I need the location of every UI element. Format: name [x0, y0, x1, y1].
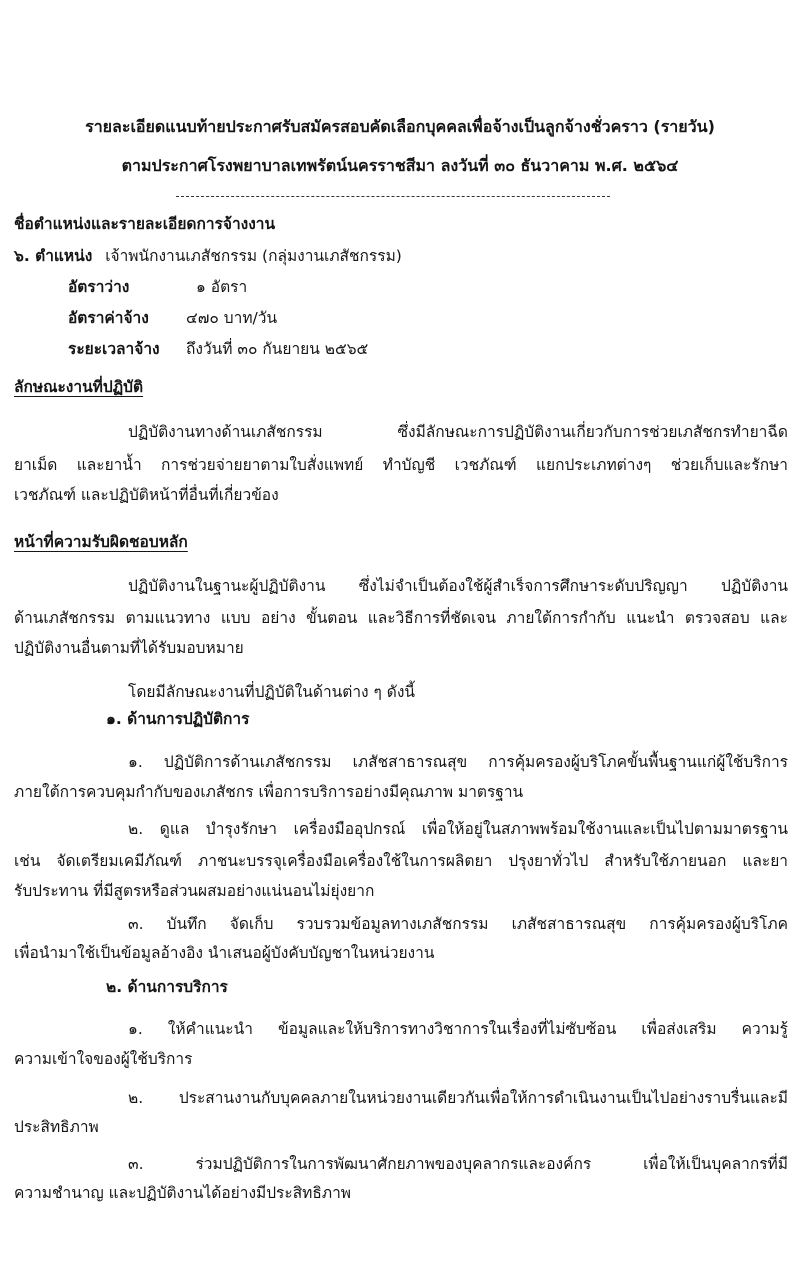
- wage-value: ๔๗๐ บาท/วัน: [186, 309, 278, 327]
- operations-item2-line: เช่น จัดเตรียมเคมีภัณฑ์ ภาชนะบรรจุเครื่องมือเครื่องใช้ในการผลิตยา ปรุงยาทั่วไป สำหรับใช้ภายนอก และยา: [14, 852, 788, 870]
- operations-heading: ๑. ด้านการปฏิบัติการ: [106, 710, 250, 728]
- position-section-heading: ชื่อตำแหน่งและรายละเอียดการจ้างงาน: [14, 215, 276, 233]
- vacancy-value: ๑ อัตรา: [196, 278, 248, 296]
- vacancy-label: อัตราว่าง: [68, 278, 130, 296]
- operations-item1-line: ๑. ปฏิบัติการด้านเภสัชกรรม เภสัชสาธารณสุข การคุ้มครองผู้บริโภคขั้นพื้นฐานแก่ผู้ใช้บริการ: [128, 753, 788, 771]
- services-item3-line: ความชำนาญ และปฏิบัติงานได้อย่างมีประสิทธิภาพ: [14, 1184, 351, 1202]
- responsibilities-heading: หน้าที่ความรับผิดชอบหลัก: [14, 533, 188, 551]
- services-item2-line: ๒. ประสานงานกับบุคคลภายในหน่วยงานเดียวกันเพื่อให้การดำเนินงานเป็นไปอย่างราบรื่นและมี: [128, 1089, 788, 1107]
- operations-item3-line: ๓. บันทึก จัดเก็บ รวบรวมข้อมูลทางเภสัชกรรม เภสัชสาธารณสุข การคุ้มครองผู้บริโภค: [128, 915, 788, 933]
- job-nature-line: ปฏิบัติงานทางด้านเภสัชกรรม ซึ่งมีลักษณะการปฏิบัติงานเกี่ยวกับการช่วยเภสัชกรทำยาฉีด: [128, 423, 788, 441]
- wage-label: อัตราค่าจ้าง: [68, 309, 149, 327]
- operations-item2-line: รับประทาน ที่มีสูตรหรือส่วนผสมอย่างแน่นอนไม่ยุ่งยาก: [14, 882, 375, 900]
- services-item2-line: ประสิทธิภาพ: [14, 1118, 99, 1136]
- responsibilities-line: ด้านเภสัชกรรม ตามแนวทาง แบบ อย่าง ขั้นตอน และวิธีการที่ชัดเจน ภายใต้การกำกับ แนะนำ ตรวจสอบ และ: [14, 609, 788, 627]
- job-nature-heading: ลักษณะงานที่ปฏิบัติ: [14, 378, 144, 396]
- responsibilities-line: ปฏิบัติงานอื่นตามที่ได้รับมอบหมาย: [14, 639, 244, 657]
- position-value: เจ้าพนักงานเภสัชกรรม (กลุ่มงานเภสัชกรรม): [105, 247, 402, 265]
- services-item1-line: ๑. ให้คำแนะนำ ข้อมูลและให้บริการทางวิชาการในเรื่องที่ไม่ซับซ้อน เพื่อส่งเสริม ความรู้: [128, 1020, 788, 1038]
- responsibilities-intro: โดยมีลักษณะงานที่ปฏิบัติในด้านต่าง ๆ ดังนี้: [128, 683, 416, 701]
- responsibilities-line: ปฏิบัติงานในฐานะผู้ปฏิบัติงาน ซึ่งไม่จำเป็นต้องใช้ผู้สำเร็จการศึกษาระดับปริญญา ปฏิบัติงาน: [128, 577, 788, 595]
- position-label: ๖. ตำแหน่ง: [14, 247, 93, 265]
- document-title-line1: รายละเอียดแนบท้ายประกาศรับสมัครสอบคัดเลือกบุคคลเพื่อจ้างเป็นลูกจ้างชั่วคราว (รายวัน): [85, 117, 715, 136]
- services-item3-line: ๓. ร่วมปฏิบัติการในการพัฒนาศักยภาพของบุคลากรและองค์กร เพื่อให้เป็นบุคลากรที่มี: [128, 1155, 788, 1173]
- services-item1-line: ความเข้าใจของผู้ใช้บริการ: [14, 1050, 193, 1068]
- job-nature-line: เวชภัณฑ์ และปฏิบัติหน้าที่อื่นที่เกี่ยวข้อง: [14, 486, 279, 504]
- operations-item1-line: ภายใต้การควบคุมกำกับของเภสัชกร เพื่อการบริการอย่างมีคุณภาพ มาตรฐาน: [14, 783, 524, 801]
- duration-value: ถึงวันที่ ๓๐ กันยายน ๒๕๖๕: [186, 340, 369, 358]
- services-heading: ๒. ด้านการบริการ: [106, 978, 228, 996]
- position-row: [14, 245, 402, 267]
- duration-label: ระยะเวลาจ้าง: [68, 340, 160, 358]
- operations-item3-line: เพื่อนำมาใช้เป็นข้อมูลอ้างอิง นำเสนอผู้บังคับบัญชาในหน่วยงาน: [14, 944, 435, 962]
- header-divider: [176, 196, 610, 197]
- document-title-line2: ตามประกาศโรงพยาบาลเทพรัตน์นครราชสีมา ลงวันที่ ๓๐ ธันวาคาม พ.ศ. ๒๕๖๔: [121, 156, 679, 175]
- operations-item2-line: ๒. ดูแล บำรุงรักษา เครื่องมืออุปกรณ์ เพื่อให้อยู่ในสภาพพร้อมใช้งานและเป็นไปตามมาตรฐาน: [128, 820, 788, 838]
- job-nature-line: ยาเม็ด และยาน้ำ การช่วยจ่ายยาตามใบสั่งแพทย์ ทำบัญชี เวชภัณฑ์ แยกประเภทต่างๆ ช่วยเก็บและรักษา: [14, 456, 788, 474]
